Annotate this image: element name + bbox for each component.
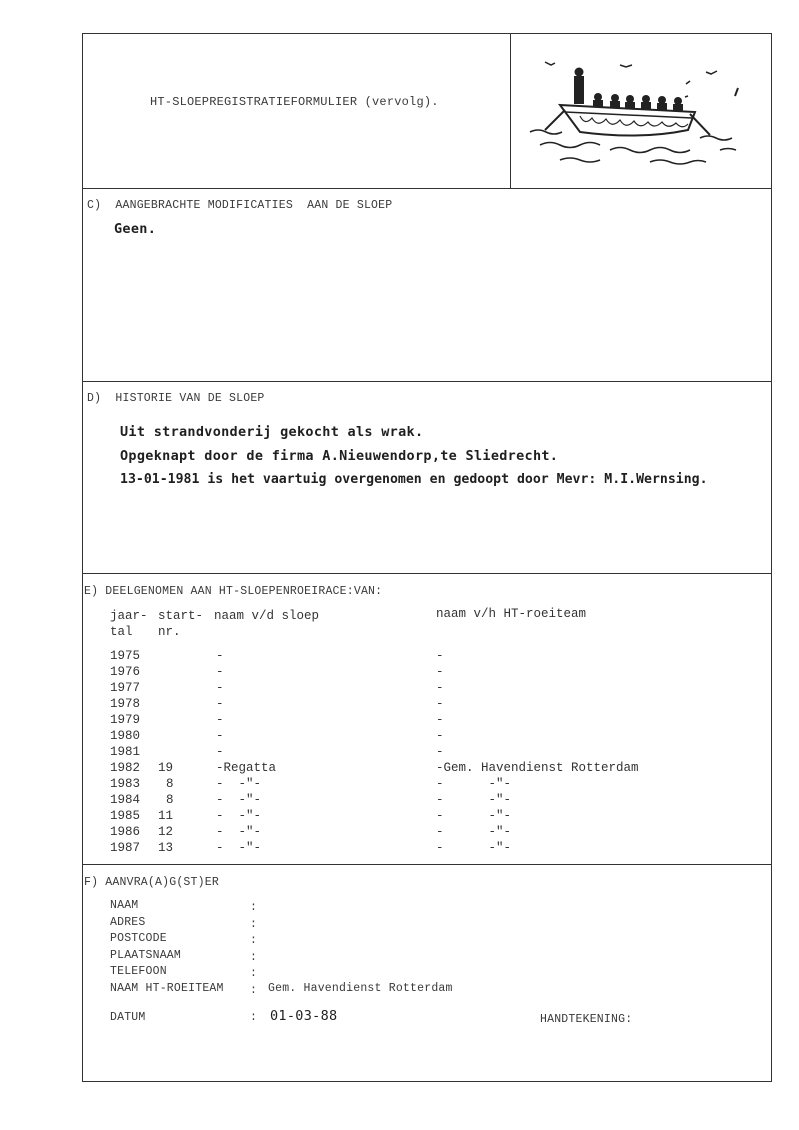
race-year: 1977	[110, 681, 141, 695]
race-year: 1984	[110, 793, 141, 807]
section-c-text: Geen.	[114, 221, 157, 237]
race-start-number: 19	[158, 761, 174, 775]
race-year: 1982	[110, 761, 141, 775]
section-c-heading: C) AANGEBRACHTE MODIFICATIES AAN DE SLOEP	[87, 199, 393, 212]
field-label: PLAATSNAAM	[110, 948, 182, 962]
race-boat-name: - -"-	[216, 841, 262, 855]
race-year: 1975	[110, 649, 141, 663]
race-team-name: -	[436, 745, 444, 759]
race-year: 1979	[110, 713, 141, 727]
lifeboat-logo-illustration	[520, 50, 760, 175]
history-line-3: 13-01-1981 is het vaartuig overgenomen en gedoopt door Mevr: M.I.Wernsing.	[120, 472, 708, 487]
field-label: NAAM HT-ROEITEAM	[110, 981, 224, 995]
col-header-year-2: tal	[110, 625, 133, 639]
datum-colon: :	[250, 1011, 258, 1024]
field-label: TELEFOON	[110, 965, 167, 978]
race-boat-name: -	[216, 729, 224, 743]
race-year: 1980	[110, 729, 141, 743]
header-divider	[510, 33, 511, 188]
race-team-name: -	[436, 713, 444, 727]
race-year: 1983	[110, 777, 141, 791]
race-start-number: 8	[166, 777, 174, 791]
field-label: ADRES	[110, 915, 146, 929]
race-start-number: 11	[158, 809, 174, 823]
field-colon: :	[250, 983, 258, 997]
race-boat-name: -	[216, 713, 224, 727]
race-year: 1978	[110, 697, 141, 711]
form-title: HT-SLOEPREGISTRATIEFORMULIER (vervolg).	[150, 95, 439, 109]
race-team-name: -	[436, 665, 444, 679]
race-year: 1986	[110, 825, 141, 839]
race-team-name: -	[436, 681, 444, 695]
history-line-1: Uit strandvonderij gekocht als wrak.	[120, 424, 424, 440]
race-team-name: -	[436, 649, 444, 663]
race-boat-name: -	[216, 649, 224, 663]
col-header-boat: naam v/d sloep	[214, 609, 320, 623]
field-colon: :	[250, 967, 258, 980]
race-boat-name: -	[216, 745, 224, 759]
col-header-start: start-	[158, 609, 204, 623]
race-year: 1987	[110, 841, 141, 855]
race-team-name: -	[436, 729, 444, 743]
field-colon: :	[250, 934, 258, 947]
form-frame	[82, 33, 772, 1082]
col-header-year: jaar-	[110, 609, 148, 623]
race-team-name: - -"-	[436, 809, 512, 823]
race-year: 1976	[110, 665, 141, 679]
signature-label: HANDTEKENING:	[540, 1013, 633, 1026]
field-colon: :	[250, 917, 258, 931]
race-boat-name: - -"-	[216, 777, 262, 791]
section-d-bottom-line	[82, 573, 772, 574]
section-d-heading: D) HISTORIE VAN DE SLOEP	[87, 392, 265, 405]
field-label: NAAM	[110, 899, 139, 912]
header-bottom-line	[82, 188, 772, 189]
col-header-start-2: nr.	[158, 625, 181, 639]
section-f-heading: F) AANVRA(A)G(ST)ER	[84, 876, 219, 889]
race-boat-name: -Regatta	[216, 761, 277, 775]
race-boat-name: -	[216, 697, 224, 711]
datum-value: 01-03-88	[270, 1008, 338, 1024]
race-team-name: - -"-	[436, 777, 512, 791]
race-boat-name: - -"-	[216, 809, 262, 823]
race-boat-name: -	[216, 681, 224, 695]
datum-label: DATUM	[110, 1011, 146, 1024]
history-line-2: Opgeknapt door de firma A.Nieuwendorp,te Sliedrecht.	[120, 448, 559, 464]
field-label: POSTCODE	[110, 932, 167, 945]
section-e-bottom-line	[82, 864, 772, 865]
race-team-name: - -"-	[436, 793, 512, 807]
race-boat-name: - -"-	[216, 825, 262, 839]
race-team-name: -	[436, 697, 444, 711]
race-boat-name: - -"-	[216, 793, 262, 807]
race-year: 1981	[110, 745, 141, 759]
field-colon: :	[250, 901, 258, 914]
race-year: 1985	[110, 809, 141, 823]
race-start-number: 13	[158, 841, 174, 855]
col-header-team: naam v/h HT-roeiteam	[436, 607, 587, 621]
section-c-bottom-line	[82, 381, 772, 382]
race-boat-name: -	[216, 665, 224, 679]
race-team-name: - -"-	[436, 825, 512, 839]
race-start-number: 12	[158, 825, 174, 839]
field-value: Gem. Havendienst Rotterdam	[268, 981, 453, 995]
race-start-number: 8	[166, 793, 174, 807]
field-colon: :	[250, 950, 258, 964]
section-e-heading: E) DEELGENOMEN AAN HT-SLOEPENROEIRACE:VAN:	[84, 585, 383, 598]
race-team-name: -Gem. Havendienst Rotterdam	[436, 761, 639, 775]
race-team-name: - -"-	[436, 841, 512, 855]
